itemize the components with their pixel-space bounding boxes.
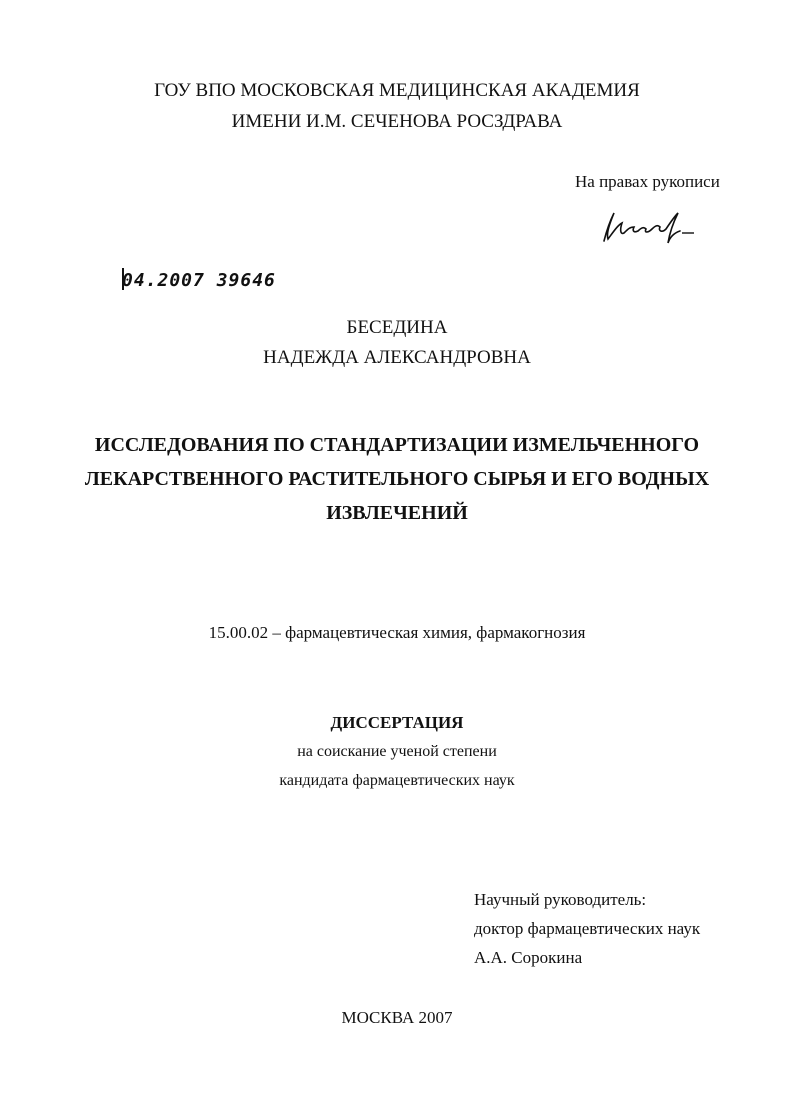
author-given-names: НАДЕЖДА АЛЕКСАНДРОВНА [263, 347, 531, 368]
supervisor-degree: доктор фармацевтических наук [474, 919, 701, 938]
supervisor-name: А.А. Сорокина [474, 948, 583, 967]
title-line-3: ИЗВЛЕЧЕНИЙ [326, 502, 468, 524]
institution-line-1: ГОУ ВПО МОСКОВСКАЯ МЕДИЦИНСКАЯ АКАДЕМИЯ [154, 80, 640, 101]
city-year: МОСКВА 2007 [341, 1008, 453, 1027]
signature-icon [598, 203, 708, 251]
manuscript-note: На правах рукописи [575, 172, 720, 191]
archive-number: 04.2007 39646 [122, 270, 276, 291]
title-line-2: ЛЕКАРСТВЕННОГО РАСТИТЕЛЬНОГО СЫРЬЯ И ЕГО ВОДНЫХ [84, 468, 710, 490]
title-line-1: ИССЛЕДОВАНИЯ ПО СТАНДАРТИЗАЦИИ ИЗМЕЛЬЧЕННОГО [94, 434, 700, 456]
degree-line-2: кандидата фармацевтических наук [279, 772, 515, 789]
dissertation-label: ДИССЕРТАЦИЯ [330, 713, 464, 732]
institution-line-2: ИМЕНИ И.М. СЕЧЕНОВА РОСЗДРАВА [231, 111, 563, 132]
supervisor-label: Научный руководитель: [474, 890, 647, 909]
degree-line-1: на соискание ученой степени [297, 743, 497, 760]
specialty-code: 15.00.02 – фармацевтическая химия, фармакогнозия [208, 623, 586, 642]
author-surname: БЕСЕДИНА [346, 317, 448, 338]
